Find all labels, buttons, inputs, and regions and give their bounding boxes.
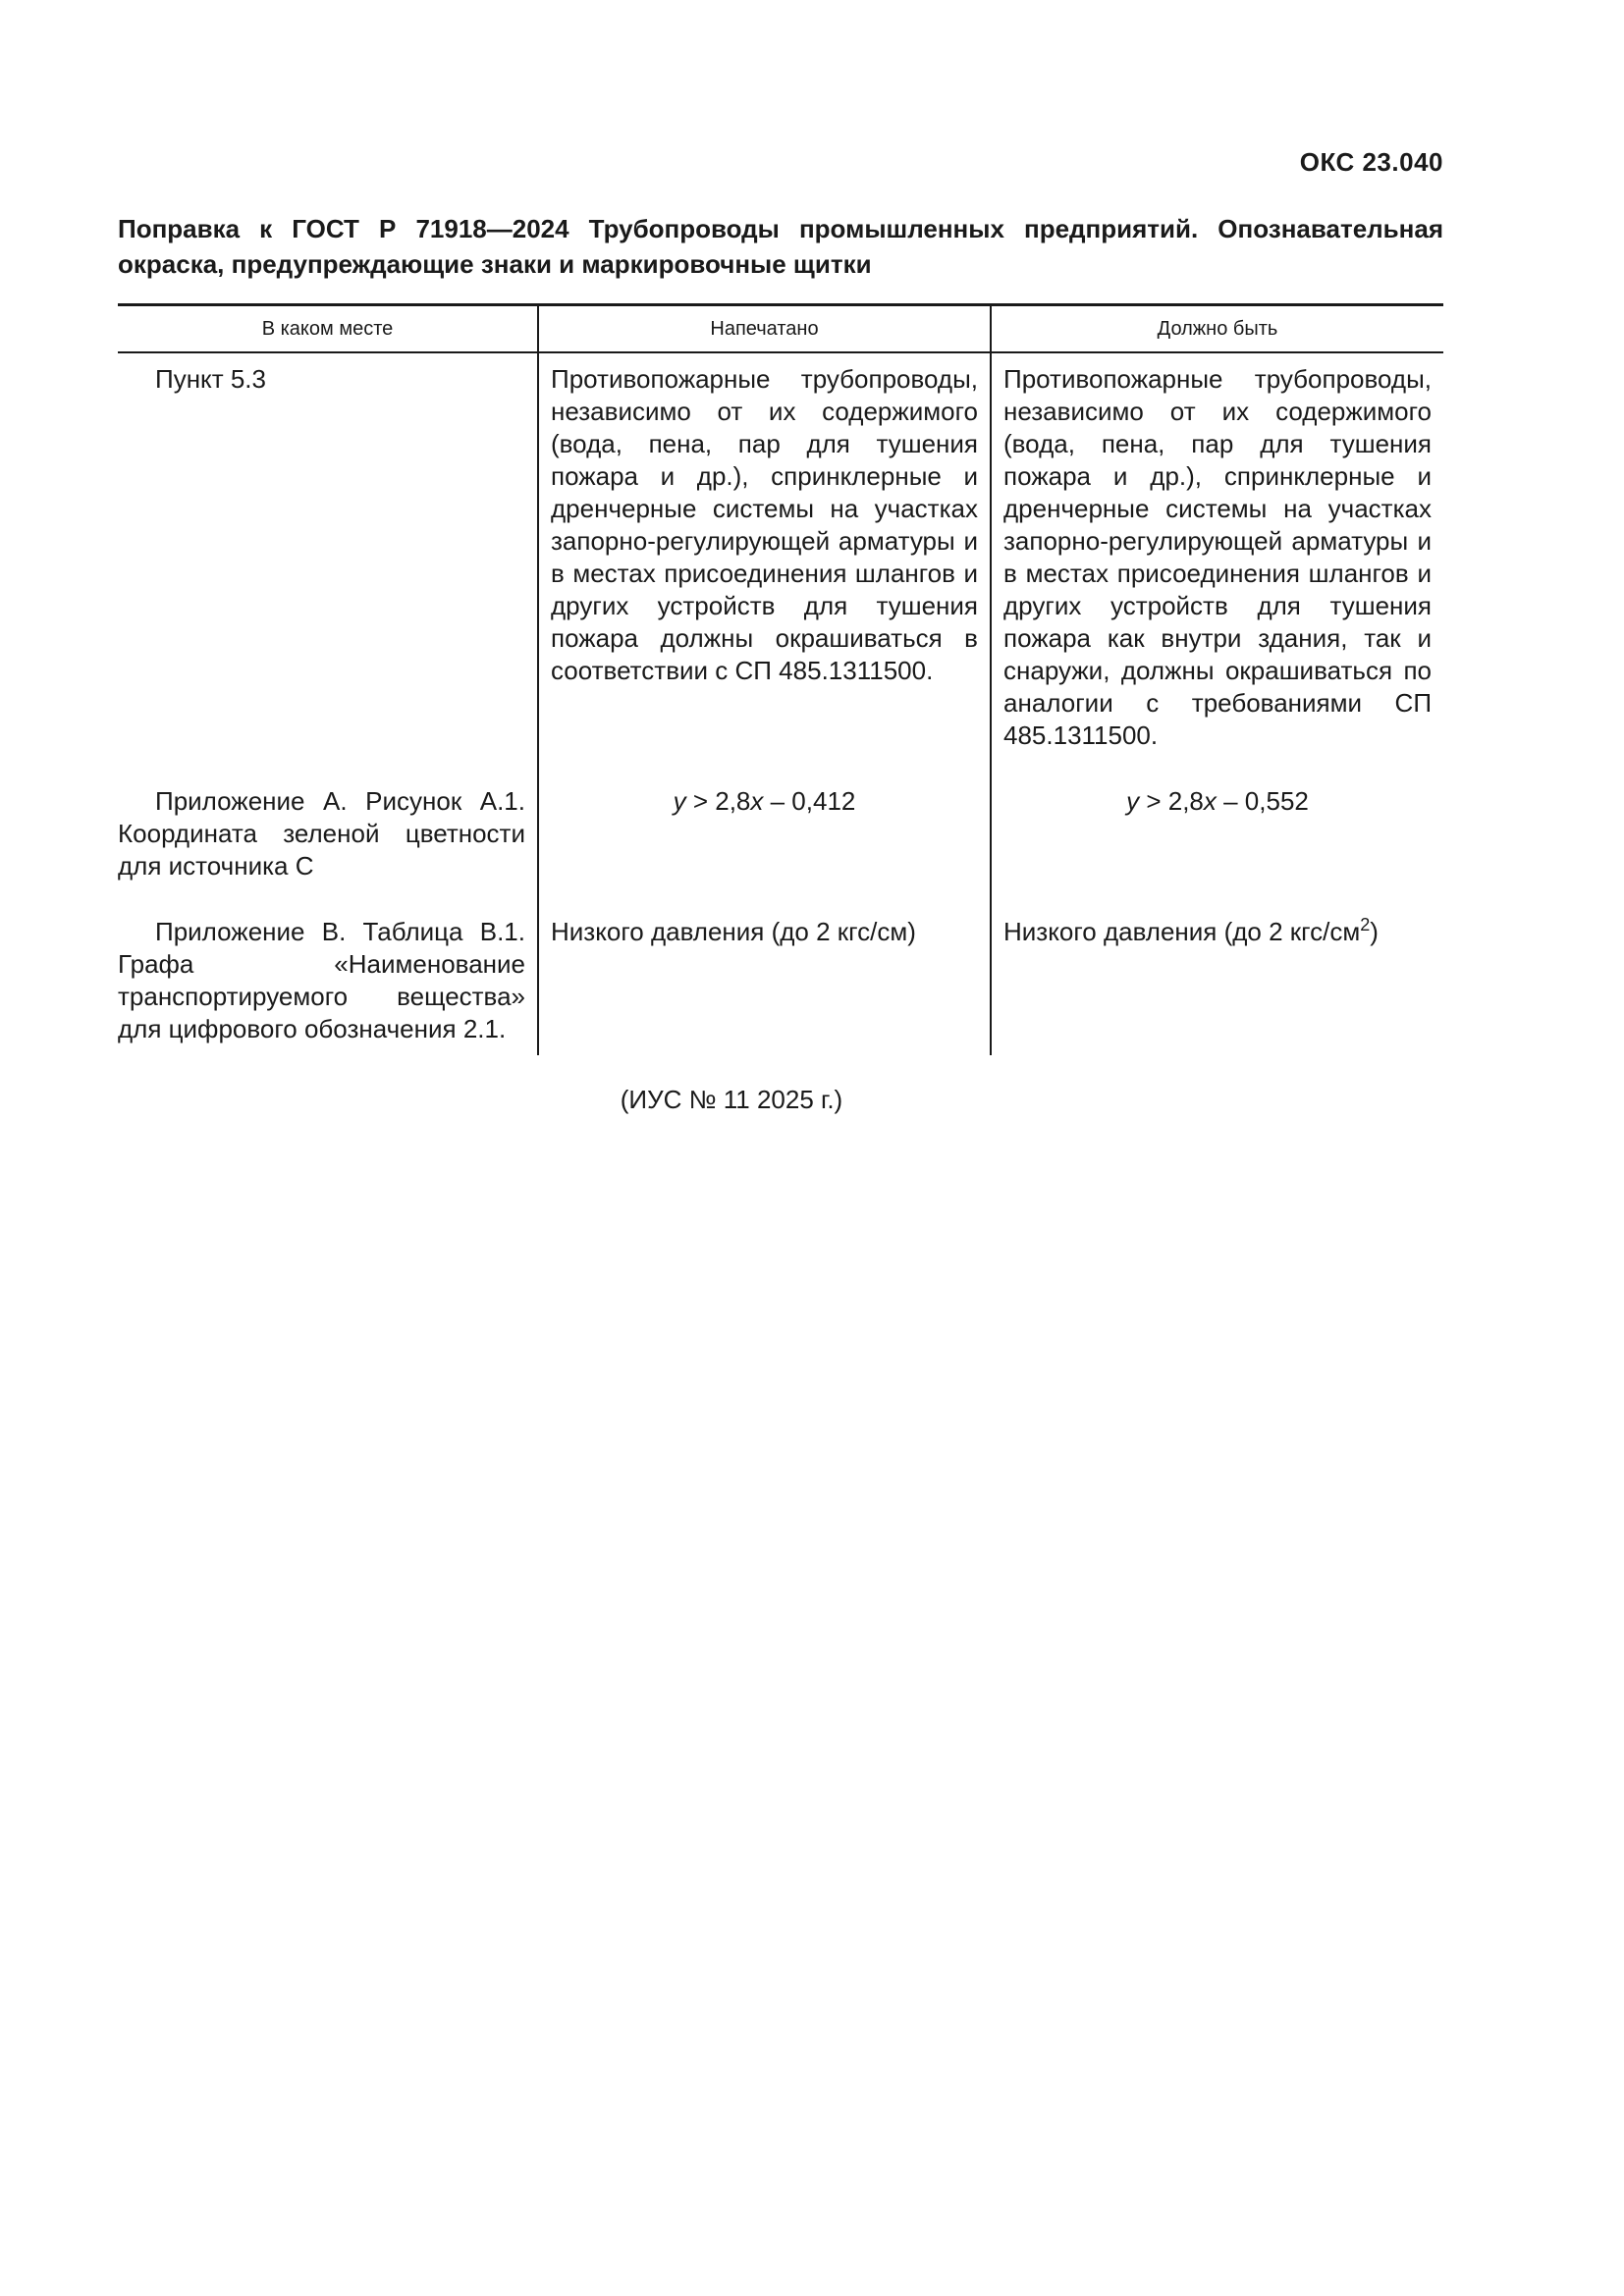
column-header-where: В каком месте <box>118 305 538 353</box>
cell-where: Приложение В. Таблица В.1. Графа «Наименование транспортируемого вещества» для цифрового обозначения 2.1. <box>118 917 525 1043</box>
document-title: Поправка к ГОСТ Р 71918—2024 Трубопроводы промышленных предприятий. Опознавательная окраска, предупреждающие знаки и маркировочные щитки <box>118 214 1443 279</box>
formula-tail: – 0,552 <box>1216 786 1309 816</box>
table-row <box>118 352 1443 775</box>
superscript-2: 2 <box>1360 915 1371 934</box>
oks-code: ОКС 23.040 <box>1299 147 1443 177</box>
cell-should-be <box>991 906 1443 1055</box>
ius-reference: (ИУС № 11 2025 г.) <box>620 1085 843 1114</box>
formula-var-y: y <box>673 786 686 816</box>
cell-printed-formula <box>538 775 991 906</box>
should-be-text: Низкого давления (до 2 кгс/см <box>1003 917 1361 946</box>
table-row <box>118 906 1443 1055</box>
column-header-printed: Напечатано <box>538 305 991 353</box>
cell-printed: Низкого давления (до 2 кгс/см) <box>538 906 991 1055</box>
table-header-row <box>118 305 1443 353</box>
formula-mid: > 2,8 <box>685 786 751 816</box>
formula-var-x: x <box>750 786 764 816</box>
formula-mid: > 2,8 <box>1139 786 1204 816</box>
cell-should-be-formula <box>991 775 1443 906</box>
cell-printed: Противопожарные трубопроводы, независимо от их содержимого (вода, пена, пар для тушения пожара и др.), спринклерные и дренчерные системы на участках запорно-регулирующей арматуры и в местах присоединения шлангов и других устройств для тушения пожара должны окрашиваться в соответствии с СП 485.1311500. <box>538 352 991 775</box>
amendment-table <box>118 303 1443 1055</box>
table-row <box>118 775 1443 906</box>
formula-var-x: x <box>1203 786 1217 816</box>
cell-where: Пункт 5.3 <box>155 364 266 394</box>
cell-should-be: Противопожарные трубопроводы, независимо от их содержимого (вода, пена, пар для тушения пожара и др.), спринклерные и дренчерные системы на участках запорно-регулирующей арматуры и в местах присоединения шлангов и других устройств для тушения пожара как внутри здания, так и снаружи, должны окрашиваться по аналогии с требованиями СП 485.1311500. <box>991 352 1443 775</box>
should-be-close: ) <box>1370 917 1379 946</box>
formula-var-y: y <box>1126 786 1140 816</box>
formula-tail: – 0,412 <box>763 786 856 816</box>
column-header-should-be: Должно быть <box>991 305 1443 353</box>
cell-where: Приложение А. Рисунок А.1. Координата зеленой цветности для источника С <box>118 786 525 881</box>
document-page <box>118 147 1443 1115</box>
